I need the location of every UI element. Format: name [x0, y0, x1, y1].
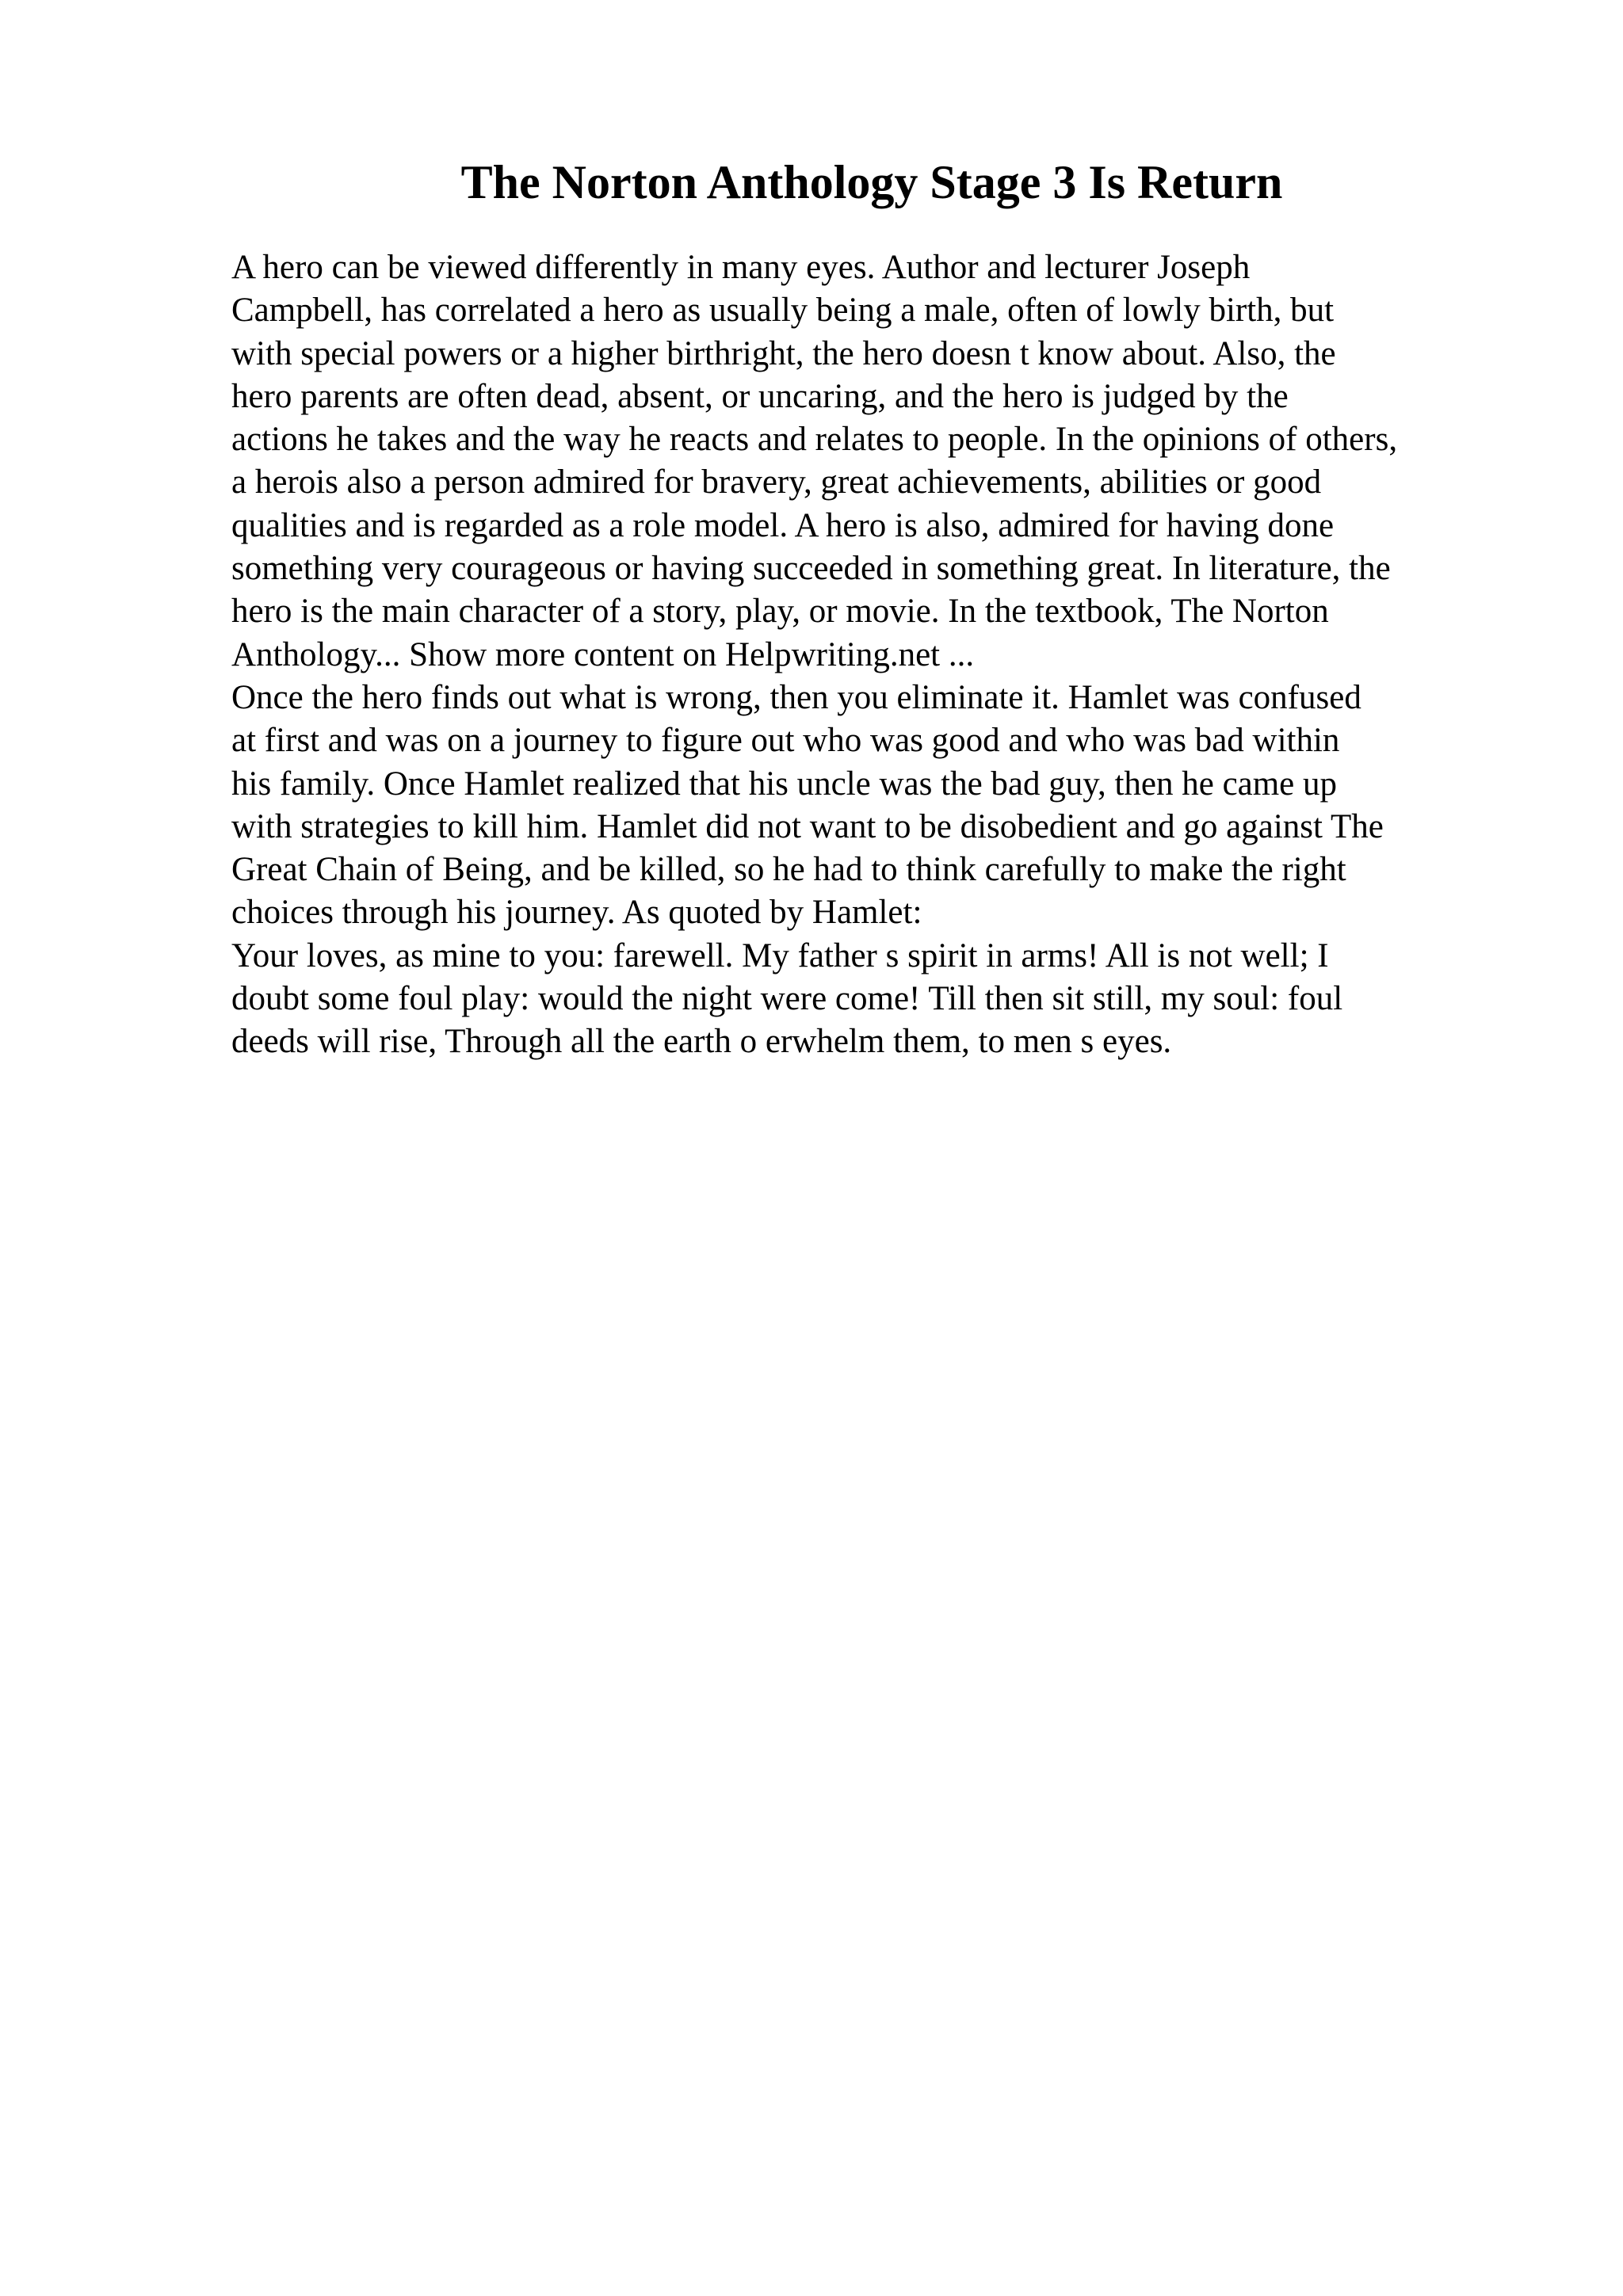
body-line: Great Chain of Being, and be killed, so he had to think carefully to make the right	[231, 851, 1346, 889]
body-line: qualities and is regarded as a role model. A hero is also, admired for having done	[231, 506, 1335, 544]
body-line: a herois also a person admired for bravery, great achievements, abilities or good	[231, 463, 1322, 502]
body-line: Anthology... Show more content on Helpwriting.net ...	[231, 635, 975, 673]
document-title: The Norton Anthology Stage 3 Is Return	[460, 156, 1283, 208]
body-line: hero is the main character of a story, play, or movie. In the textbook, The Norton	[231, 593, 1329, 631]
body-line: A hero can be viewed differently in many eyes. Author and lecturer Joseph	[231, 249, 1251, 286]
body-line: choices through his journey. As quoted by Hamlet:	[231, 894, 922, 932]
body-line: deeds will rise, Through all the earth o erwhelm them, to men s eyes.	[231, 1023, 1172, 1061]
body-line: something very courageous or having succeeded in something great. In literature, the	[231, 550, 1391, 588]
body-line: Campbell, has correlated a hero as usually being a male, often of lowly birth, but	[231, 292, 1335, 330]
body-line: at first and was on a journey to figure out who was good and who was bad within	[231, 722, 1340, 760]
body-line: Once the hero finds out what is wrong, then you eliminate it. Hamlet was confused	[231, 678, 1361, 716]
body-line: with strategies to kill him. Hamlet did not want to be disobedient and go against The	[231, 807, 1384, 845]
body-line: with special powers or a higher birthright, the hero doesn t know about. Also, the	[231, 334, 1336, 372]
body-line: actions he takes and the way he reacts and relates to people. In the opinions of others,	[231, 421, 1398, 459]
body-line: Your loves, as mine to you: farewell. My father s spirit in arms! All is not well; I	[231, 936, 1329, 974]
body-line: his family. Once Hamlet realized that his uncle was the bad guy, then he came up	[231, 765, 1338, 803]
body-line: doubt some foul play: would the night were come! Till then sit still, my soul: foul	[231, 980, 1343, 1018]
body-line: hero parents are often dead, absent, or uncaring, and the hero is judged by the	[231, 377, 1289, 415]
document-body	[231, 246, 1515, 1064]
